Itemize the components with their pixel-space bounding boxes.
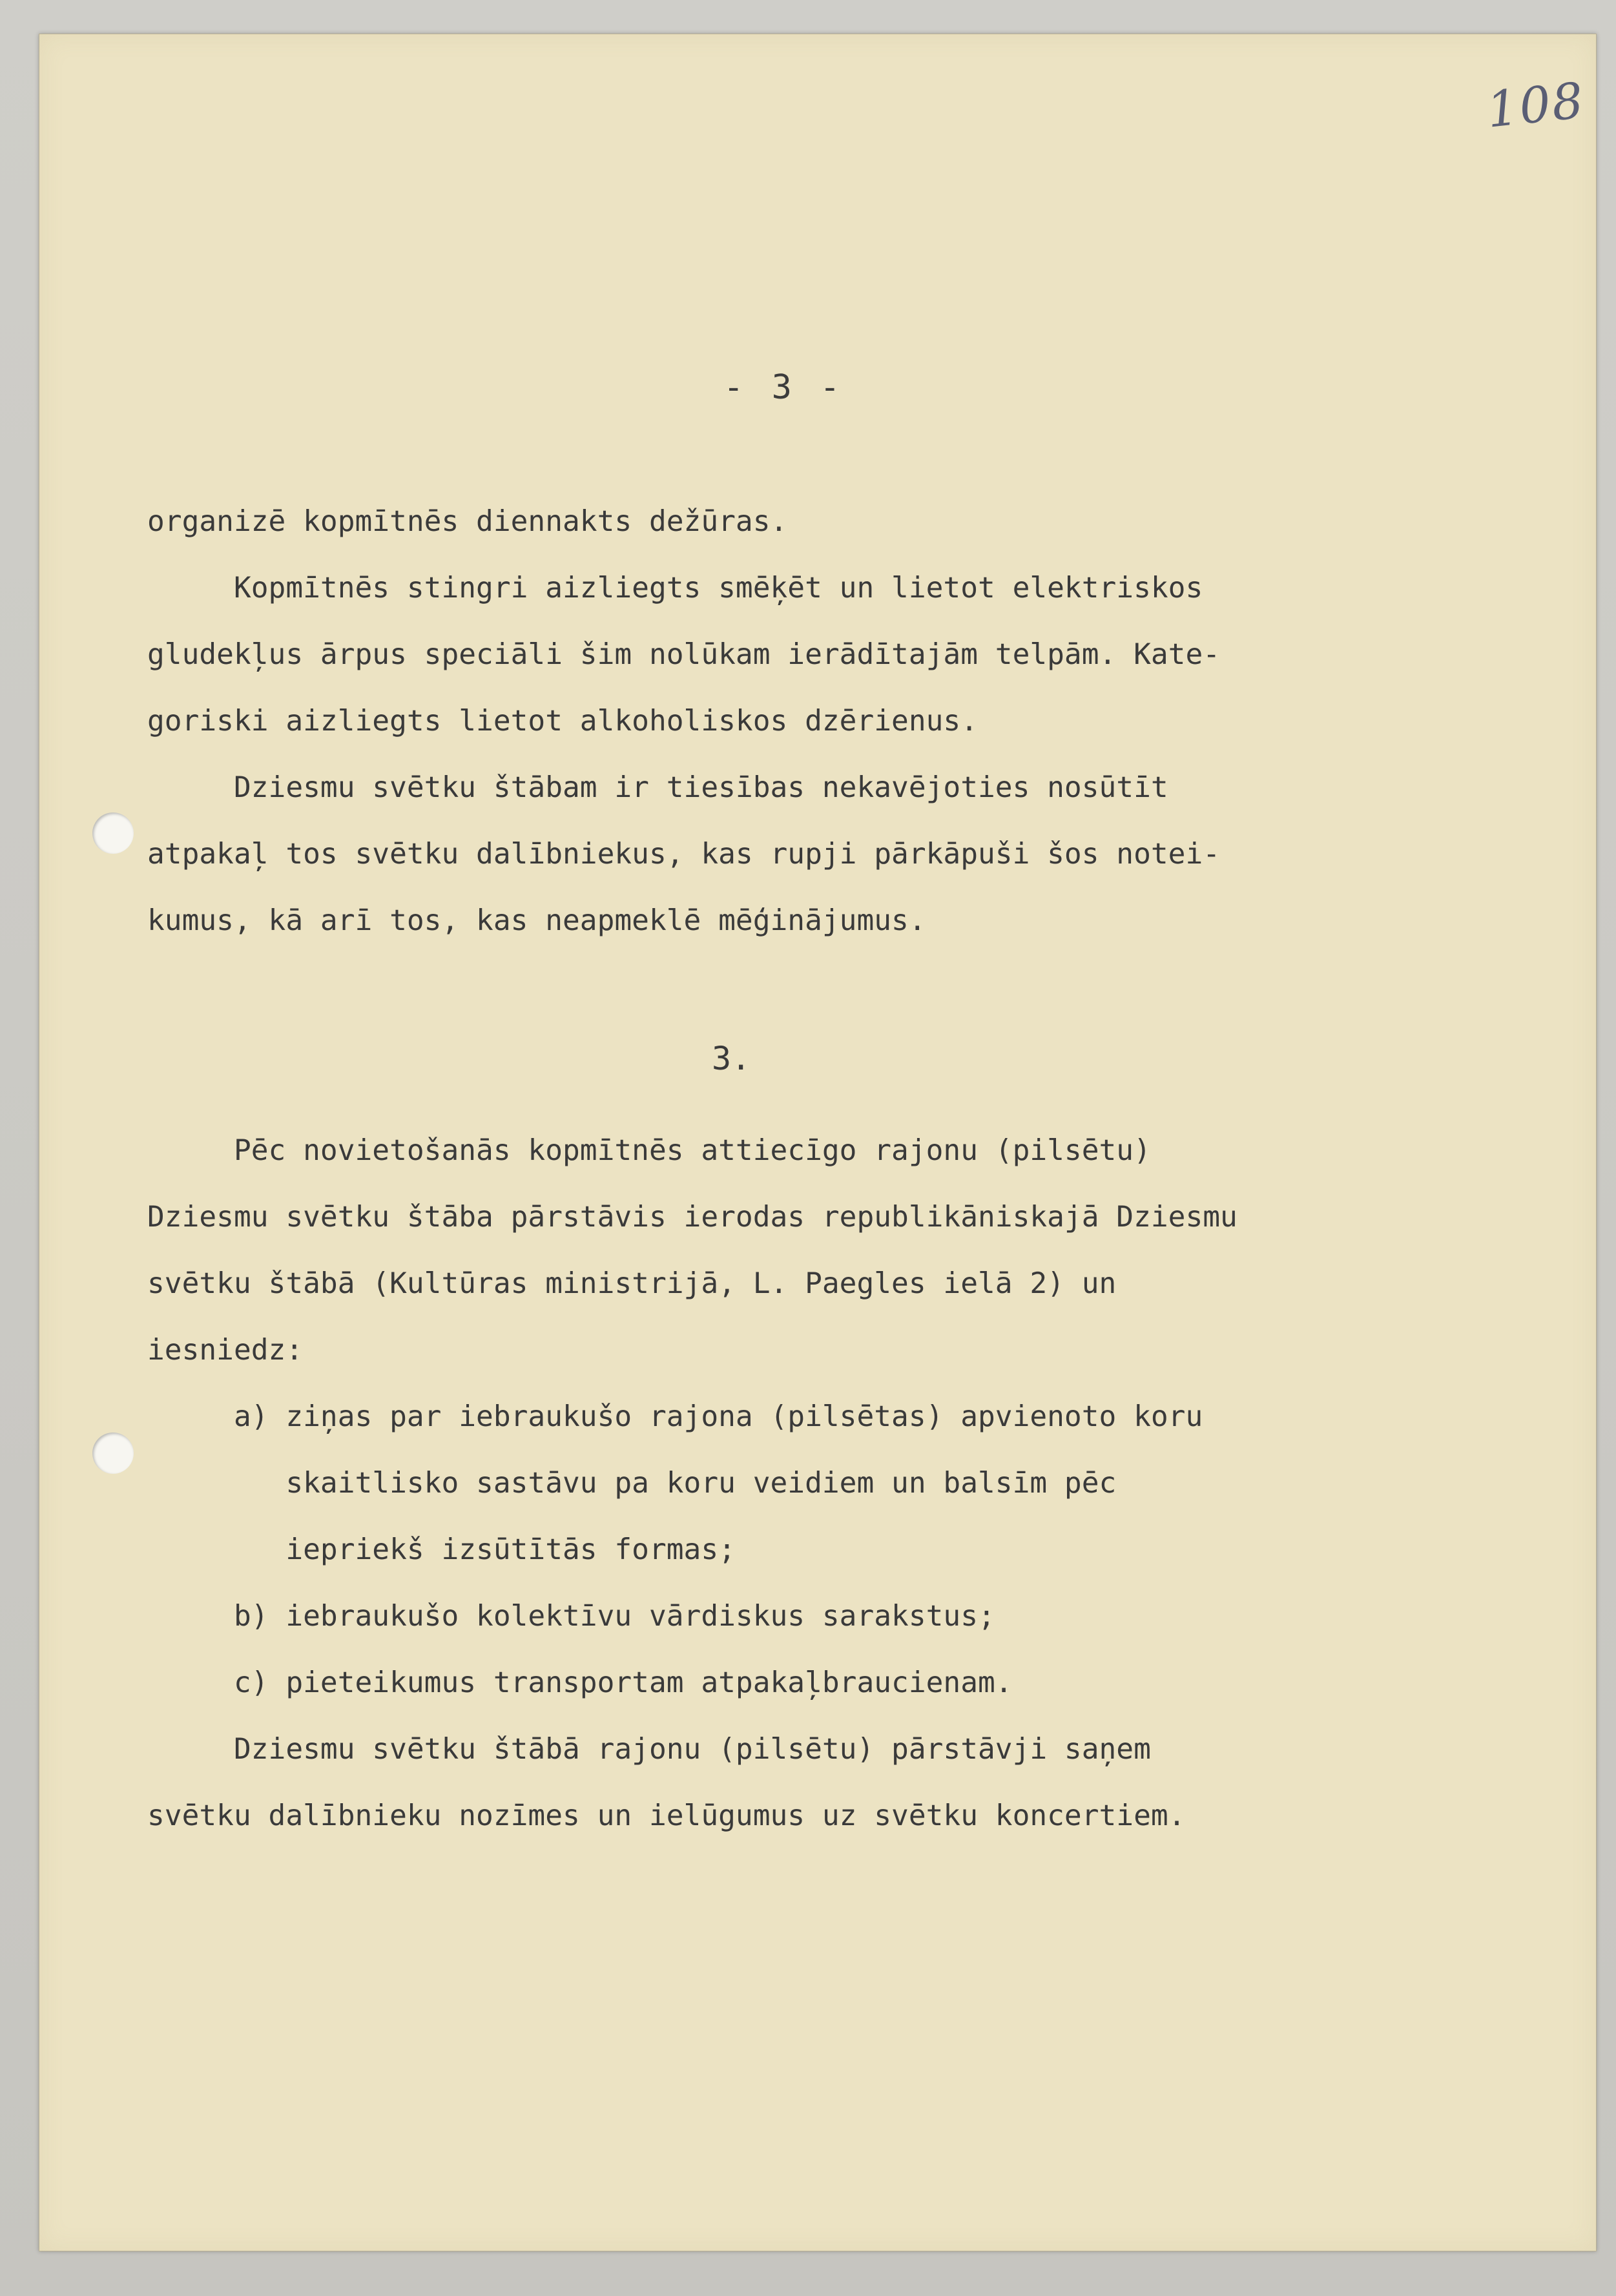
punch-hole-upper	[92, 812, 134, 854]
text-line: Dziesmu svētku štābam ir tiesības nekavējoties nosūtīt	[147, 771, 1168, 804]
list-item-continuation: skaitlisko sastāvu pa koru veidiem un balsīm pēc	[147, 1467, 1117, 1500]
list-item-continuation: iepriekš izsūtītās formas;	[147, 1533, 736, 1566]
text-line: Dziesmu svētku štābā rajonu (pilsētu) pārstāvji saņem	[147, 1733, 1151, 1766]
handwritten-folio-number: 108	[1484, 71, 1588, 139]
text-line: goriski aizliegts lietot alkoholiskos dzērienus.	[147, 705, 978, 738]
text-line: Kopmītnēs stingri aizliegts smēķēt un lietot elektriskos	[147, 572, 1203, 605]
page-number: - 3 -	[723, 368, 844, 407]
text-line: iesniedz:	[147, 1334, 304, 1367]
text-line: Dziesmu svētku štāba pārstāvis ierodas republikāniskajā Dziesmu	[147, 1201, 1238, 1234]
list-item: b) iebraukušo kolektīvu vārdiskus sarakstus;	[147, 1600, 995, 1633]
text-line: kumus, kā arī tos, kas neapmeklē mēģinājumus.	[147, 904, 926, 937]
text-line: Pēc novietošanās kopmītnēs attiecīgo rajonu (pilsētu)	[147, 1134, 1151, 1167]
text-line: organizē kopmītnēs diennakts dežūras.	[147, 505, 788, 538]
text-line: gludekļus ārpus speciāli šim nolūkam ierādītajām telpām. Kate-	[147, 638, 1221, 671]
list-item: c) pieteikumus transportam atpakaļbraucienam.	[147, 1666, 1013, 1699]
text-line: atpakaļ tos svētku dalībniekus, kas rupji pārkāpuši šos notei-	[147, 838, 1221, 871]
punch-hole-lower	[92, 1432, 134, 1474]
section-number: 3.	[712, 1040, 751, 1077]
text-line: svētku dalībnieku nozīmes un ielūgumus uz svētku koncertiem.	[147, 1799, 1186, 1832]
list-item: a) ziņas par iebraukušo rajona (pilsētas) apvienoto koru	[147, 1400, 1203, 1433]
text-line: svētku štābā (Kultūras ministrijā, L. Paegles ielā 2) un	[147, 1267, 1117, 1300]
